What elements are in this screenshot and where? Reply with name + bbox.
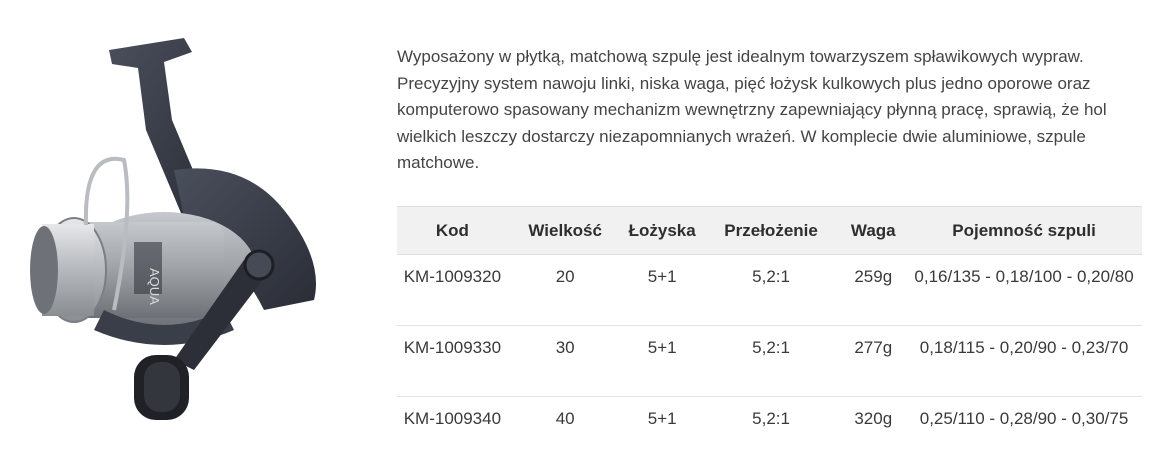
- spec-table: [397, 206, 1142, 468]
- product-description: Wyposażony w płytką, matchową szpulę jest idealnym towarzyszem spławikowych wypraw. Precyzyjny system nawoju linki, niska waga, pięć łożysk kulkowych plus jedno oporowe oraz komputerowo spasowany mechanizm wewnętrzny zapewniający płynną pracę, sprawią, że hol wielkich leszczy dostarczy niezapomnianych wrażeń. W komplecie dwie aluminiowe, szpule matchowe.: [397, 47, 1107, 172]
- cell-lozyska: 5+1: [623, 326, 702, 397]
- cell-lozyska: 5+1: [623, 255, 702, 326]
- table-row: [397, 326, 1142, 397]
- cell-wielkosc: 40: [555, 409, 575, 428]
- header-waga: Waga: [840, 207, 906, 255]
- cell-waga: 277g: [840, 326, 906, 397]
- header-lozyska: Łożyska: [623, 207, 702, 255]
- cell-wielkosc: 30: [508, 326, 623, 397]
- cell-wielkosc: 20: [508, 255, 623, 326]
- header-wielkosc: Wielkość: [508, 207, 623, 255]
- cell-kod: KM-1009330: [397, 326, 508, 397]
- table-row: [397, 397, 1142, 468]
- cell-kod: KM-1009320: [397, 255, 508, 326]
- cell-przelozenie: 5,2:1: [702, 255, 841, 326]
- cell-pojemnosc: 0,18/115 - 0,20/90 - 0,23/70: [906, 326, 1142, 397]
- brand-label: AQUA: [147, 268, 162, 305]
- table-header-row: [397, 207, 1142, 255]
- header-kod: Kod: [397, 207, 508, 255]
- cell-lozyska: 5+1: [647, 409, 677, 428]
- cell-waga: 259g: [840, 255, 906, 326]
- header-przelozenie: Przełożenie: [702, 207, 841, 255]
- cell-przelozenie: 5,2:1: [702, 326, 841, 397]
- cell-przelozenie: 5,2:1: [752, 409, 790, 428]
- fishing-reel-icon: [14, 10, 376, 460]
- cell-pojemnosc: 0,16/135 - 0,18/100 - 0,20/80: [906, 255, 1142, 326]
- table-row: [397, 255, 1142, 326]
- product-image: [14, 10, 376, 460]
- cell-waga: 320g: [854, 409, 893, 428]
- cell-pojemnosc: 0,25/110 - 0,28/90 - 0,30/75: [919, 409, 1129, 428]
- header-pojemnosc: Pojemność szpuli: [906, 207, 1142, 255]
- cell-kod: KM-1009340: [403, 409, 502, 428]
